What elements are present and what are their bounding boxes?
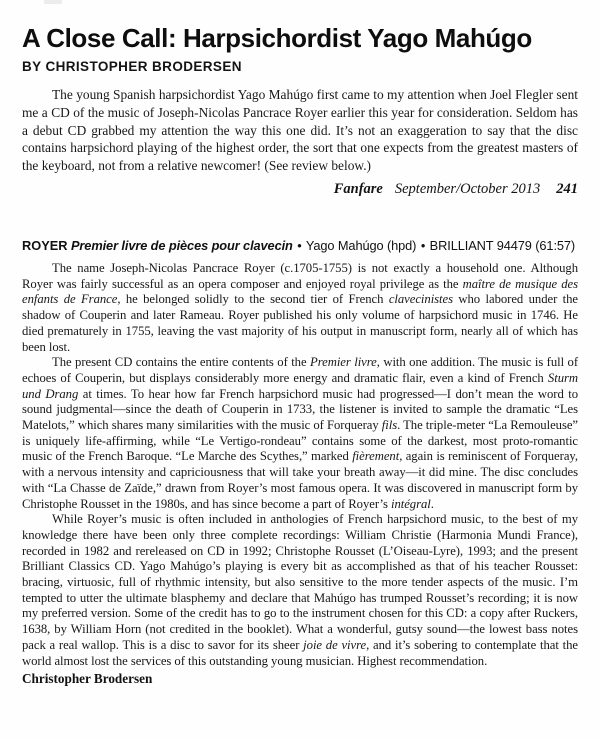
composer-name: ROYER	[22, 238, 68, 253]
text-segment: The name Joseph-Nicolas Pancrace Royer (c.1705-1755) is not exactly a household one. Although Royer was fairly successful as an opera composer and enjoyed royal privilege as the	[22, 261, 578, 291]
text-segment: The present CD contains the entire contents of the	[52, 355, 311, 370]
page-number: 241	[556, 180, 578, 197]
italic-text-segment: clavecinistes	[388, 292, 453, 307]
text-segment: While Royer’s music is often included in anthologies of French harpsichord music, to the best of my knowledge there have been only three complete recordings: William Christie (Harmonia Mundi France), recorded in 1982 and rereleased on CD in 1992; Christophe Rousset (L’Oiseau-Lyre), 1993; and the present Brilliant Classics CD. Yago Mahúgo’s playing is every bit as accomplished as that of his teacher Rousset: bracing, virtuosic, full of rhythmic intensity, but also sensitive to the more tender aspects of the music. I’m tempted to utter the ultimate blasphemy and declare that Mahúgo has trumped Rousset’s recording; it is now my preferred version. Some of the credit has to go to the instrument chosen for this CD: a copy after Ruckers, 1638, by William Horn (not credited in the booklet). What a wonderful, gutsy sound—the lowest bass notes pack a real wallop. This is a disc to savor for its sheer	[22, 512, 578, 652]
performer-credit: Yago Mahúgo (hpd)	[305, 238, 417, 253]
issue-date: September/October 2013	[394, 180, 541, 197]
article-byline: BY CHRISTOPHER BRODERSEN	[22, 59, 242, 75]
review-paragraph	[22, 355, 578, 512]
review-section	[22, 237, 578, 687]
label-catalog-number: BRILLIANT 94479 (61:57)	[429, 238, 576, 253]
article-masthead	[22, 25, 578, 74]
reviewer-signature: Christopher Brodersen	[22, 671, 153, 687]
italic-text-segment: Sturm und Drang	[22, 370, 578, 401]
italic-text-segment: joie de vivre	[303, 637, 367, 652]
review-body	[22, 261, 578, 687]
text-segment: , he belonged solidly to the second tier of French	[117, 292, 389, 307]
italic-text-segment: intégral	[390, 496, 431, 511]
text-segment: , again is reminiscent of Forqueray, with a nervous intensity and capriciousness that will take your breath away—it did mine. The disc concludes with “La Chasse de Zaïde,” drawn from Royer’s most famous opera. It was discovered in manuscript form by Christophe Rousset in the 1980s, and has since become a part of Royer’s	[22, 449, 578, 511]
text-segment: at times. To hear how far French harpsichord music had progressed—I don’t mean the word to sound judgmental—since the death of Couperin in 1733, the listener is invited to sample the dramatic “Les Matelots,” which shares many similarities with the music of Forqueray	[22, 386, 579, 433]
italic-text-segment: Premier livre	[310, 355, 377, 370]
article-title: A Close Call: Harpsichordist Yago Mahúgo	[22, 23, 532, 53]
bullet-separator: •	[420, 238, 426, 253]
text-segment: , with one addition. The music is full of echoes of Couperin, but displays considerably more energy and dramatic flair, even a kind of French	[22, 355, 579, 385]
review-paragraph	[22, 512, 578, 669]
text-segment: . The triple-meter “La Remouleuse” is uniquely life-affirming, while “Le Vertigo-rondeau” contains some of the darkest, most proto-romantic music of the French Baroque. “Le Marche des Scythes,” marked	[22, 418, 578, 464]
text-segment: who labored under the shadow of Couperin and later Rameau. Royer published his only volume of harpsichord music in 1746. He died prematurely in 1755, leaving the vast majority of his output in manuscript form, nearly all of which has been lost.	[22, 292, 578, 354]
italic-text-segment: maître de musique des enfants de France	[22, 276, 579, 307]
magazine-name: Fanfare	[333, 180, 383, 197]
issue-credit-line	[22, 181, 578, 198]
bullet-separator: •	[297, 238, 302, 253]
text-segment: , and it’s sobering to contemplate that the world almost lost the services of this outstanding young musician. Highest recommendation.	[22, 637, 578, 668]
text-segment: .	[430, 496, 434, 511]
scan-artifact	[44, 0, 62, 4]
review-heading	[22, 237, 578, 254]
review-paragraph	[22, 261, 578, 355]
work-title: Premier livre de pièces pour clavecin	[70, 238, 293, 253]
intro-section	[22, 86, 578, 198]
intro-paragraph: The young Spanish harpsichordist Yago Mahúgo first came to my attention when Joel Flegler sent me a CD of the music of Joseph-Nicolas Pancrace Royer earlier this year for consideration. Seldom has a debut CD grabbed my attention the way this one did. It’s not an exaggeration to say that the disc contains harpsichord playing of the highest order, the sort that one expects from the greatest masters of the keyboard, not from a relative newcomer! (See review below.)	[22, 87, 578, 174]
italic-text-segment: fils	[381, 418, 398, 433]
italic-text-segment: fièrement	[352, 449, 400, 464]
